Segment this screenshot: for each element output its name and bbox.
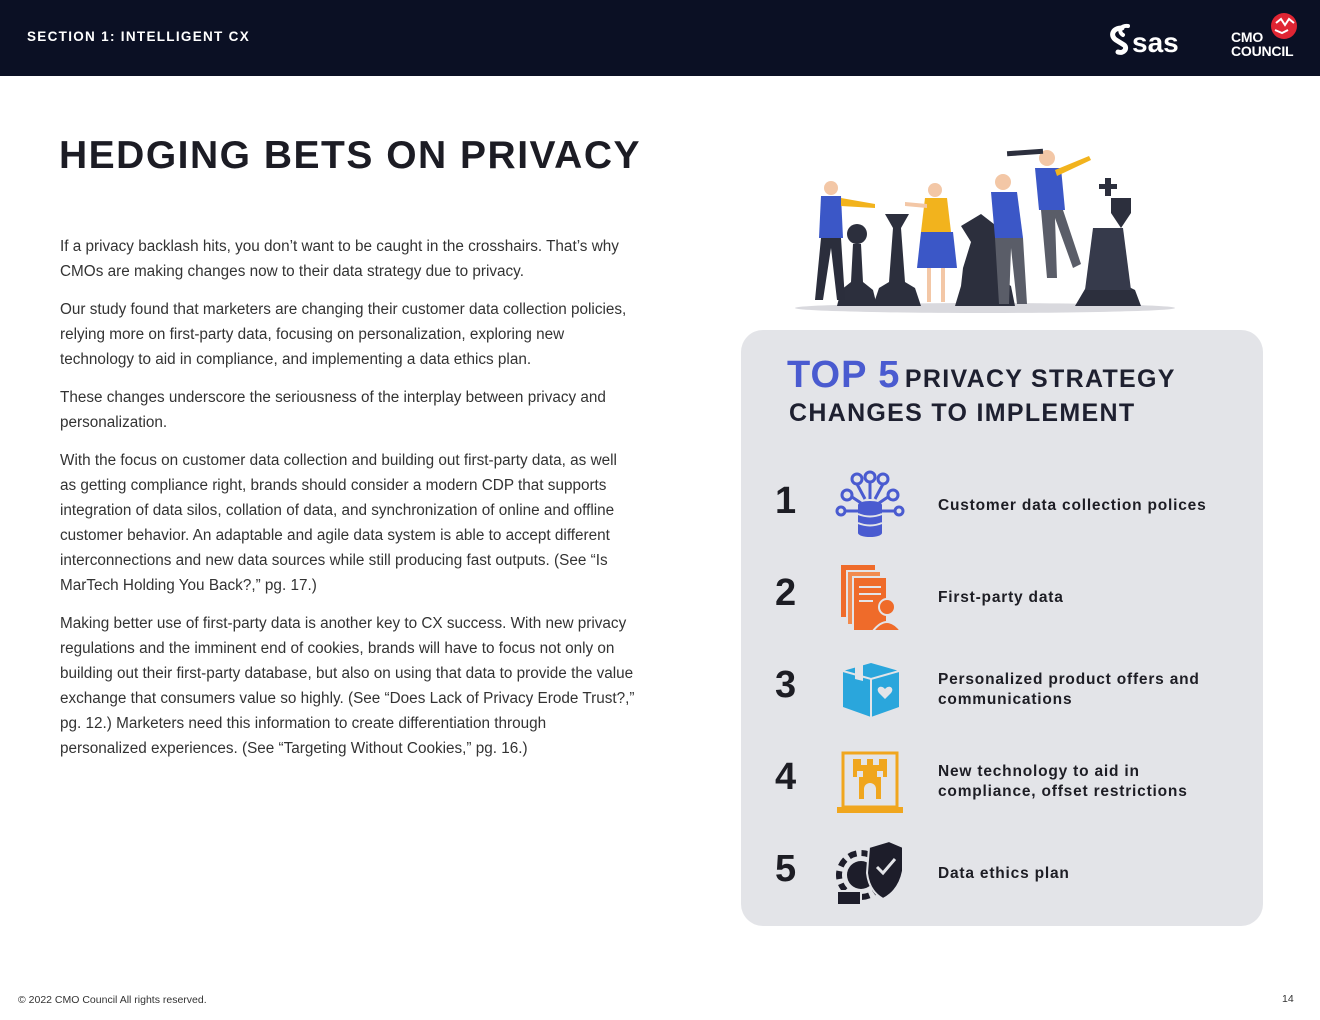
paragraph: Our study found that marketers are changing their customer data collection policies, relying more on first-party data, focusing on personalization, exploring new technology to aid in compliance, and implementing a data ethics plan. [60, 301, 627, 368]
page-title: HEDGING BETS ON PRIVACY [59, 134, 642, 177]
chess-strategy-illustration [785, 118, 1177, 318]
user-documents-icon [833, 561, 907, 635]
item-number: 5 [775, 848, 797, 890]
svg-text:sas: sas [1132, 27, 1179, 58]
item-number: 2 [775, 572, 797, 614]
panel-heading-highlight: TOP 5 [787, 354, 901, 396]
cmo-council-logo-text: CMO COUNCIL [1231, 29, 1294, 59]
item-label: Data ethics plan [938, 865, 1070, 882]
list-item [741, 742, 1263, 822]
body-text [60, 234, 635, 774]
sas-logo [1108, 22, 1192, 62]
laptop-fortress-icon [833, 745, 907, 819]
paragraph: If a privacy backlash hits, you don’t want to be caught in the crosshairs. That’s why CMOs are making changes now to their data strategy due to privacy. [60, 238, 619, 280]
list-item [741, 466, 1263, 546]
list-item [741, 558, 1263, 638]
paragraph: These changes underscore the seriousness of the interplay between privacy and personalization. [60, 389, 606, 431]
item-number: 1 [775, 480, 797, 522]
item-number: 4 [775, 756, 797, 798]
page-number: 14 [1282, 993, 1294, 1005]
item-number: 3 [775, 664, 797, 706]
top5-panel [741, 330, 1263, 926]
item-label: New technology to aid in compliance, offset restrictions [938, 763, 1188, 800]
item-label: Personalized product offers and communications [938, 671, 1200, 708]
item-label: Customer data collection polices [938, 497, 1207, 514]
panel-heading [787, 354, 1247, 428]
panel-heading-line2: CHANGES TO IMPLEMENT [789, 399, 1136, 427]
paragraph: Making better use of first-party data is another key to CX success. With new privacy regulations and the imminent end of cookies, brands will have to focus not only on building out their first-party database, but also on using that data to provide the value exchange that consumers value so highly. (See “Does Lack of Privacy Erode Trust?,” pg. 12.) Marketers need this information to create differentiation through personalized experiences. (See “Targeting Without Cookies,” pg. 16.) [60, 615, 635, 757]
item-label: First-party data [938, 589, 1064, 606]
heart-box-icon [833, 653, 907, 727]
header-bar [0, 0, 1320, 76]
database-network-icon [833, 469, 907, 543]
list-item [741, 834, 1263, 914]
section-label: SECTION 1: INTELLIGENT CX [27, 29, 251, 44]
panel-heading-rest: PRIVACY STRATEGY [904, 365, 1176, 393]
list-item [741, 650, 1263, 730]
copyright: © 2022 CMO Council All rights reserved. [18, 994, 207, 1006]
gear-shield-icon [833, 837, 907, 911]
paragraph: With the focus on customer data collection and building out first-party data, as well as getting compliance right, brands should consider a modern CDP that supports integration of data silos, collation of data, and synchronization of online and offline customer behavior. An adaptable and agile data system is able to accept different interconnections and new data sources while still producing fast outputs. (See “Is MarTech Holding You Back?,” pg. 17.) [60, 452, 617, 594]
